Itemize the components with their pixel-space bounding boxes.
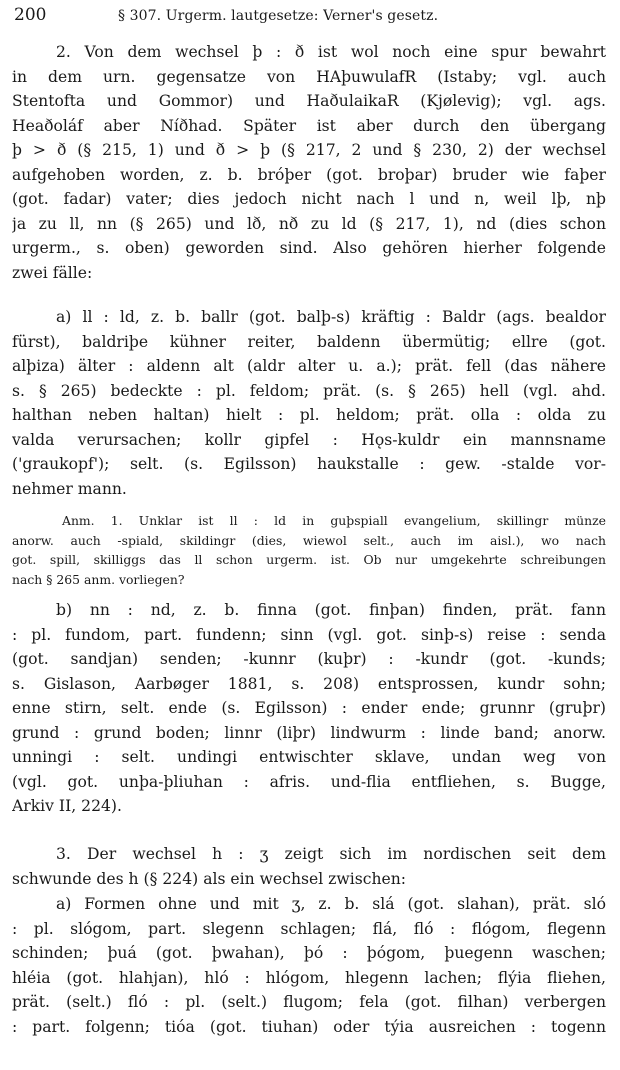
- paragraph-2: [12, 40, 606, 285]
- text-line: 2. Von dem wechsel þ : ð ist wol noch eine spur bewahrt: [56, 43, 606, 61]
- note-line: got. spill, skilliggs das ll schon urgerm. ist. Ob nur umgekehrte schreibungen: [12, 552, 606, 568]
- text-line: ja zu ll, nn (§ 265) und lð, nð zu ld (§ 217, 1), nd (dies schon: [12, 214, 606, 233]
- text-line: schinden; þuá (got. þwahan), þó : þógom, þuegenn waschen;: [12, 944, 606, 963]
- text-line: b) nn : nd, z. b. finna (got. finþan) finden, prät. fann: [56, 601, 606, 619]
- text-line: urgerm., s. oben) geworden sind. Also gehören hierher folgende: [12, 239, 606, 258]
- paragraph-3a: [12, 892, 606, 1039]
- text-line: 3. Der wechsel h : ʒ zeigt sich im nordischen seit dem: [56, 845, 606, 863]
- paragraph-3: [12, 842, 606, 891]
- text-line: zwei fälle:: [12, 263, 93, 282]
- text-line: a) Formen ohne und mit ʒ, z. b. slá (got. slahan), prät. sló: [56, 895, 606, 913]
- annotation-note: [12, 511, 606, 590]
- text-line: Heaðoláf aber Níðhad. Später ist aber durch den übergang: [12, 116, 606, 135]
- text-line: (vgl. got. unþa-þliuhan : afris. und-flia entfliehen, s. Bugge,: [12, 772, 606, 791]
- paragraph-2b: [12, 598, 606, 819]
- text-line: a) ll : ld, z. b. ballr (got. balþ-s) kräftig : Baldr (ags. bealdor: [56, 308, 606, 326]
- paragraph-2a: [12, 305, 606, 501]
- text-line: : part. folgenn; tióa (got. tiuhan) oder týia ausreichen : togenn: [12, 1017, 606, 1036]
- text-line: s. § 265) bedeckte : pl. feldom; prät. (s. § 265) hell (vgl. ahd.: [12, 381, 606, 400]
- note-line: Anm. 1. Unklar ist ll : ld in guþspiall evangelium, skillingr münze: [62, 513, 606, 528]
- text-line: Arkiv II, 224).: [12, 797, 122, 816]
- text-line: (got. fadar) vater; dies jedoch nicht nach l und n, weil lþ, nþ: [12, 190, 606, 209]
- text-line: prät. (selt.) fló : pl. (selt.) flugom; fela (got. filhan) verbergen: [12, 993, 606, 1012]
- page-header: [14, 4, 604, 30]
- text-line: : pl. fundom, part. fundenn; sinn (vgl. got. sinþ-s) reise : senda: [12, 625, 606, 644]
- text-line: s. Gislason, Aarbøger 1881, s. 208) entsprossen, kundr sohn;: [12, 674, 606, 693]
- note-line: anorw. auch -spiald, skildingr (dies, wiewol selt., auch im aisl.), wo nach: [12, 532, 606, 548]
- text-line: aufgehoben worden, z. b. bróþer (got. broþar) bruder wie faþer: [12, 165, 606, 184]
- text-line: hléia (got. hlahjan), hló : hlógom, hlegenn lachen; flýia fliehen,: [12, 968, 606, 987]
- text-line: ('graukopf'); selt. (s. Egilsson) haukstalle : gew. -stalde vor-: [12, 455, 606, 474]
- text-line: schwunde des h (§ 224) als ein wechsel zwischen:: [12, 869, 407, 888]
- text-line: : pl. slógom, part. slegenn schlagen; flá, fló : flógom, flegenn: [12, 919, 606, 938]
- text-line: grund : grund boden; linnr (liþr) lindwurm : linde band; anorw.: [12, 723, 606, 742]
- note-line: nach § 265 anm. vorliegen?: [12, 572, 185, 588]
- running-head: § 307. Urgerm. lautgesetze: Verner's gesetz.: [118, 8, 439, 24]
- text-line: þ > ð (§ 215, 1) und ð > þ (§ 217, 2 und § 230, 2) der wechsel: [12, 141, 606, 160]
- text-line: enne stirn, selt. ende (s. Egilsson) : ender ende; grunnr (gruþr): [12, 699, 606, 718]
- text-line: fürst), baldriþe kühner reiter, baldenn übermütig; ellre (got.: [12, 332, 606, 351]
- text-line: (got. sandjan) senden; -kunnr (kuþr) : -kundr (got. -kunds;: [12, 650, 606, 669]
- text-line: alþiza) älter : aldenn alt (aldr alter u. a.); prät. fell (das nähere: [12, 357, 606, 376]
- text-line: in dem urn. gegensatze von HAþuwulafR (Istaby; vgl. auch: [12, 67, 606, 86]
- page-number: 200: [14, 5, 47, 25]
- text-line: halthan neben haltan) hielt : pl. heldom; prät. olla : olda zu: [12, 406, 606, 425]
- text-line: nehmer mann.: [12, 479, 127, 498]
- text-line: valda verursachen; kollr gipfel : Hǫs-kuldr ein mannsname: [12, 430, 606, 449]
- text-line: unningi : selt. undingi entwischter sklave, undan weg von: [12, 748, 606, 767]
- text-line: Stentofta und Gommor) und HaðulaikaR (Kjølevig); vgl. ags.: [12, 92, 606, 111]
